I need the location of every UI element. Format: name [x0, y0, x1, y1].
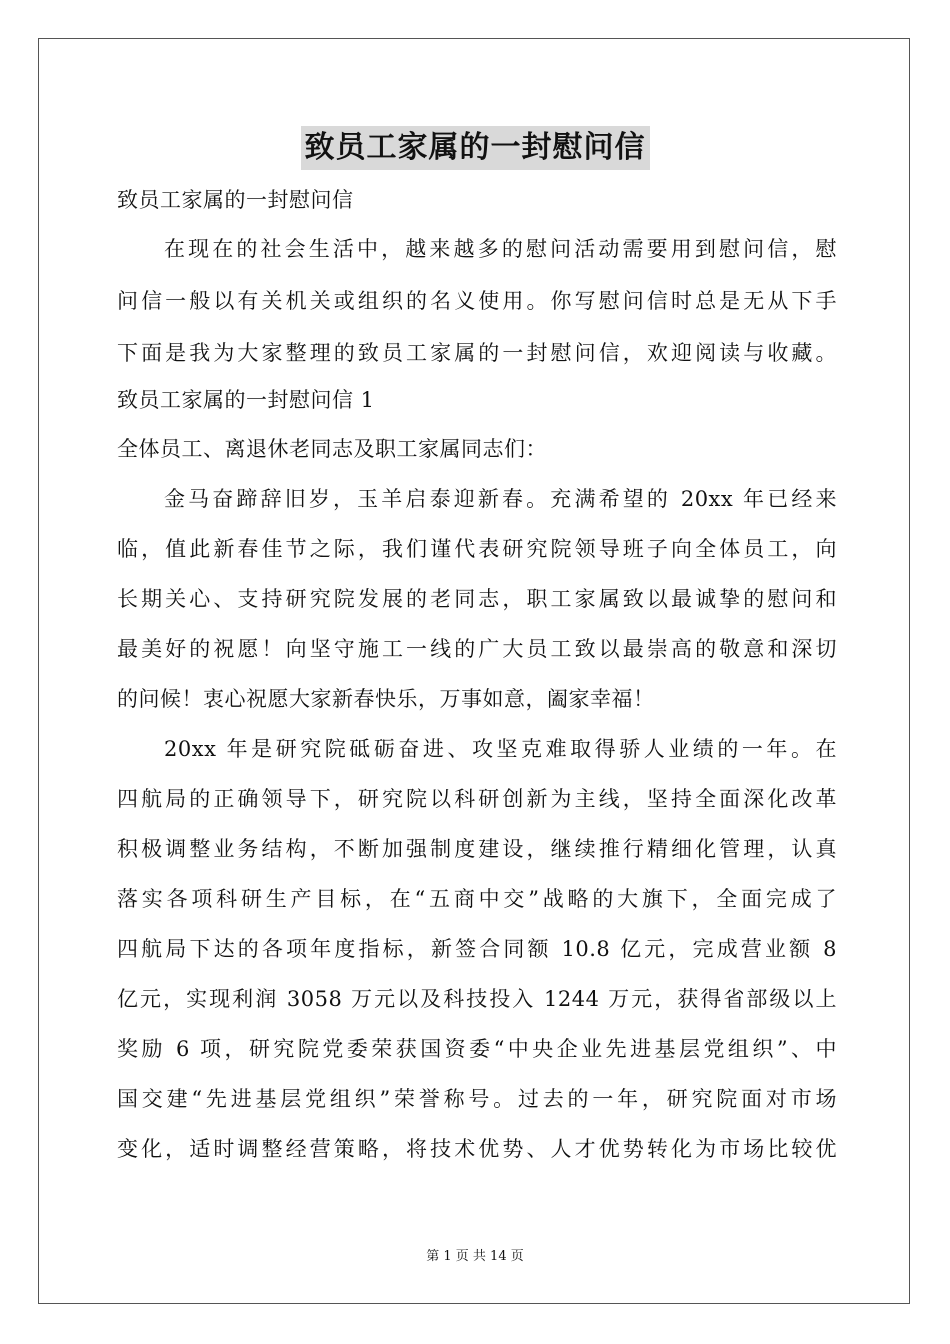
body-line: 亿元，实现利润 3058 万元以及科技投入 1244 万元，获得省部级以上: [117, 987, 837, 1011]
body-line: 四航局下达的各项年度指标，新签合同额 10.8 亿元，完成营业额 8: [117, 937, 837, 961]
body-line: 20xx 年是研究院砥砺奋进、攻坚克难取得骄人业绩的一年。在: [164, 737, 837, 761]
body-line: 国交建“先进基层党组织”荣誉称号。过去的一年，研究院面对市场: [117, 1087, 837, 1111]
body-line: 落实各项科研生产目标，在“五商中交”战略的大旗下，全面完成了: [117, 887, 837, 911]
body-line: 奖励 6 项，研究院党委荣获国资委“中央企业先进基层党组织”、中: [117, 1037, 837, 1061]
body-line: 四航局的正确领导下，研究院以科研创新为主线，坚持全面深化改革: [117, 787, 837, 811]
page-number-footer: 第 1 页 共 14 页: [426, 1249, 524, 1264]
body-line: 临，值此新春佳节之际，我们谨代表研究院领导班子向全体员工，向: [117, 537, 837, 561]
body-line: 在现在的社会生活中，越来越多的慰问活动需要用到慰问信，慰: [164, 237, 837, 261]
salutation: 全体员工、离退休老同志及职工家属同志们：: [117, 437, 547, 461]
body-line: 积极调整业务结构，不断加强制度建设，继续推行精细化管理，认真: [117, 837, 837, 861]
page-border: [38, 38, 910, 1304]
body-line: 的问候！衷心祝愿大家新春快乐，万事如意，阖家幸福！: [117, 687, 655, 711]
body-line: 金马奋蹄辞旧岁，玉羊启泰迎新春。充满希望的 20xx 年已经来: [164, 487, 837, 511]
body-line: 变化，适时调整经营策略，将技术优势、人才优势转化为市场比较优: [117, 1137, 837, 1161]
title-container: [0, 126, 950, 170]
body-line: 长期关心、支持研究院发展的老同志，职工家属致以最诚挚的慰问和: [117, 587, 837, 611]
document-title: 致员工家属的一封慰问信: [301, 126, 650, 170]
section-heading: 致员工家属的一封慰问信 1: [117, 388, 375, 412]
body-line: 问信一般以有关机关或组织的名义使用。你写慰问信时总是无从下手: [117, 289, 837, 313]
body-line: 下面是我为大家整理的致员工家属的一封慰问信，欢迎阅读与收藏。: [117, 341, 837, 365]
subtitle-line: 致员工家属的一封慰问信: [117, 188, 354, 212]
body-line: 最美好的祝愿！向坚守施工一线的广大员工致以最崇高的敬意和深切: [117, 637, 837, 661]
